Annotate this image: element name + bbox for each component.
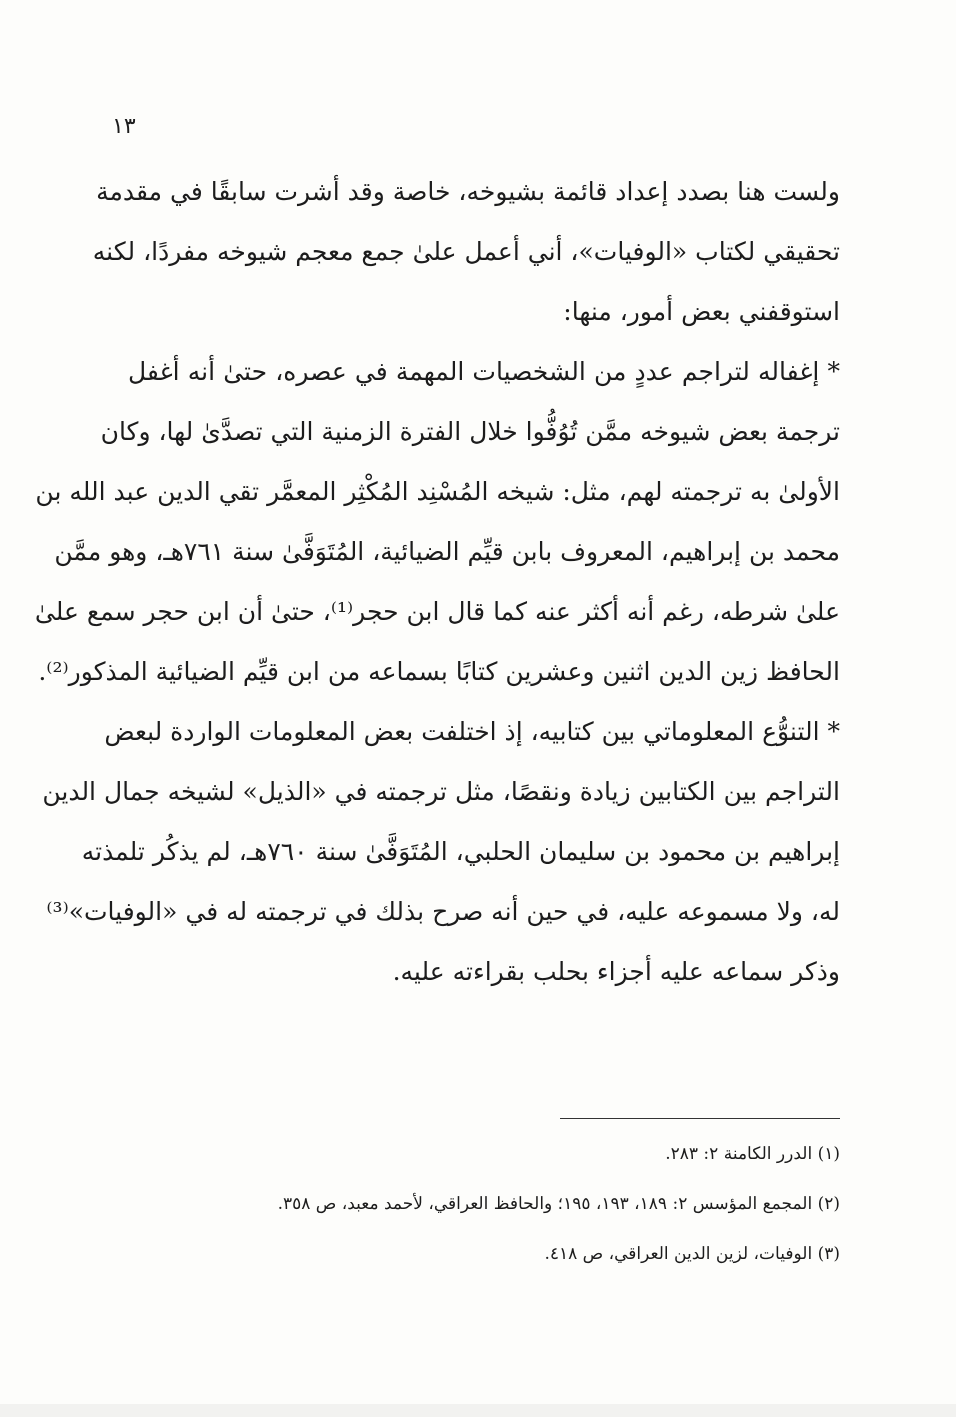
text-line: تحقيقي لكتاب «الوفيات»، أني أعمل علىٰ جمع معجم شيوخه مفردًا، لكنه xyxy=(92,237,840,266)
footnote-divider xyxy=(560,1118,840,1119)
text-line: محمد بن إبراهيم، المعروف بابن قيِّم الضيائية، المُتَوَفَّىٰ سنة ٧٦١هـ، وهو ممَّن xyxy=(54,537,840,566)
text-line: وذكر سماعه عليه أجزاء بحلب بقراءته عليه. xyxy=(392,957,840,986)
text-line: * التنوُّع المعلوماتي بين كتابيه، إذ اختلفت بعض المعلومات الواردة لبعض xyxy=(104,717,840,746)
footnote-item: (٢) المجمع المؤسس ٢: ١٨٩، ١٩٣، ١٩٥؛ والحافظ العراقي، لأحمد معبد، ص ٣٥٨. xyxy=(277,1194,840,1214)
text-line: استوقفني بعض أمور، منها: xyxy=(563,297,840,326)
text-line: إبراهيم بن محمود بن سليمان الحلبي، المُتَوَفَّىٰ سنة ٧٦٠هـ، لم يذكُر تلمذته xyxy=(81,837,840,866)
footnote-item: (٣) الوفيات، لزين الدين العراقي، ص ٤١٨. xyxy=(544,1244,840,1264)
text-line: له، ولا مسموعه عليه، في حين أنه صرح بذلك في ترجمته له في «الوفيات»⁽³⁾ xyxy=(46,897,840,926)
text-line: الحافظ زين الدين اثنين وعشرين كتابًا بسماعه من ابن قيِّم الضيائية المذكور⁽²⁾. xyxy=(38,657,840,686)
text-line: الأولىٰ به ترجمته لهم، مثل: شيخه المُسْنِد المُكْثِر المعمَّر تقي الدين عبد الله بن xyxy=(35,477,840,506)
page-number: ١٣ xyxy=(112,114,136,139)
footnotes xyxy=(160,1136,840,1286)
text-line: ترجمة بعض شيوخه ممَّن تُوُفُّوا خلال الفترة الزمنية التي تصدَّىٰ لها، وكان xyxy=(100,417,840,446)
text-line: علىٰ شرطه، رغم أنه أكثر عنه كما قال ابن حجر⁽¹⁾، حتىٰ أن ابن حجر سمع علىٰ xyxy=(34,597,840,626)
footnote-item: (١) الدرر الكامنة ٢: ٢٨٣. xyxy=(665,1144,840,1164)
text-line: التراجم بين الكتابين زيادة ونقصًا، مثل ترجمته في «الذيل» لشيخه جمال الدين xyxy=(42,777,840,806)
body-text xyxy=(34,162,840,1002)
page-edge xyxy=(0,1404,956,1417)
text-line: ولست هنا بصدد إعداد قائمة بشيوخه، خاصة وقد أشرت سابقًا في مقدمة xyxy=(96,177,840,206)
text-line: * إغفاله لتراجم عددٍ من الشخصيات المهمة في عصره، حتىٰ أنه أغفل xyxy=(128,357,840,386)
